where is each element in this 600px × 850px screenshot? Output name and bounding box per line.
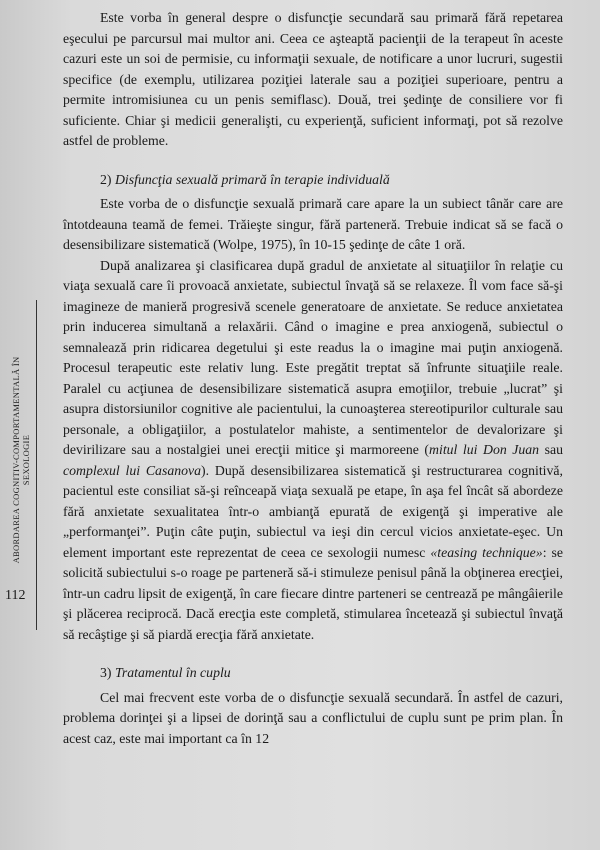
paragraph-4: Cel mai frecvent este vorba de o disfuncţie sexuală secundară. În astfel de cazuri, problema dorinţei şi a lipsei de dorinţă sau a conflictului de cuplu sunt pe prim plan. În acest caz, este mai important ca în 12 [63,689,563,746]
section-heading-2 [63,170,563,191]
section-number: 3) [100,665,112,680]
paragraph-3-text-c: : se solicită subiectului s-o roage pe parteneră să-i stimuleze penisul până la obţinerea erecţiei, într-un cadru lipsit de exigenţă, în care fiecare dintre parteneri se centrează pe mângâierile şi plăcerea reciprocă. Dacă erecţia este completă, stimularea încetează şi subiectul învaţă să recâştige şi să piardă erecţia fără anxietate. [63,544,563,642]
italic-term: «teasing technique» [430,544,543,560]
paragraph-3-conj: sau [539,442,563,457]
section-title: Disfuncţia sexuală primară în terapie individuală [114,171,390,187]
paragraph-3-text-b: ). După desensibilizarea sistematică şi restructurarea cognitivă, pacientul este consiliat să-şi reînceapă viaţa sexuală pe etape, în aşa fel încât să abordeze fără anxietate sexualitatea într-o ambianţă epurată de exigenţă şi imperative ale „performanţei”. Puţin câte puţin, subiectul va ieşi din cercul vicios anxietate-eşec. Un element important este reprezentat de ceea ce sexologii numesc [63,462,563,560]
paragraph-1: Este vorba în general despre o disfuncţie secundară sau primară fără repetarea eşecului pe parcursul mai multor ani. Ceea ce aşteaptă pacienţii de la terapeut în aceste cazuri este un soi de permisie, cu informaţii sexuale, de notificare a unor lucruri, sugestii specifice (de exemplu, utilizarea poziţiei laterale sau a poziţiei superioare, pentru a permite intromisiunea cu un penis semiflasc). Două, trei şedinţe de consiliere vor fi suficiente. Chiar şi medicii generalişti, cu experienţă, suficient informaţi, pot să rezolve astfel de probleme. [63,10,563,148]
section-title: Tratamentul în cuplu [114,665,231,680]
paragraph-2: Este vorba de o disfuncţie sexuală primară care apare la un subiect tânăr care are întotdeauna teamă de femei. Trăieşte singur, fără parteneră. Trebuie indicat să se facă o desensibilizare sistematică (Wolpe, 1975), în 10-15 şedinţe de câte 1 oră. [63,196,563,252]
running-header [6,300,37,630]
paragraph-3 [63,256,563,646]
paragraph-3-text-a: După analizarea şi clasificarea după gradul de anxietate al situaţiilor în relaţie cu viaţa sexuală care îi provoacă anxietate, subiectul învaţă să se relaxeze. Îl vom face să-şi imagineze de manieră progresivă scenele generatoare de anxietate. Se reduce anxietatea prin inducerea simultană a relaxării. Când o imagine e prea anxiogenă, subiectul o semnalează prin ridicarea degetului şi este readus la o imagine mai puţin anxiogenă. Procesul terapeutic este relativ lung. Este pregătit treptat să înfrunte situaţiile reale. Paralel cu acţiunea de desensibilizare sistematică asupra emoţiilor, trebuie „lucrat” şi asupra distorsiunilor cognitive ale pacientului, la cunoaşterea stereotipurilor culturale sau personale, a obligaţiilor, a postulatelor mahiste, a sentimentelor de devalorizare şi devirilizare sau a nostalgiei unei erecţii mitice şi marmoreene ( [63,257,563,457]
section-heading-3 [63,663,563,684]
running-header-line2: SEXOLOGIE [21,434,31,486]
running-header-line1: ABORDAREA COGNITIV-COMPORTAMENTALĂ ÎN [11,356,21,564]
page-number: 112 [5,588,26,603]
italic-phrase: complexul lui Casanova [63,462,202,478]
page-body [63,8,563,749]
italic-phrase: mitul lui Don Juan [429,442,540,457]
section-number: 2) [100,171,112,187]
running-header-text [11,295,31,625]
